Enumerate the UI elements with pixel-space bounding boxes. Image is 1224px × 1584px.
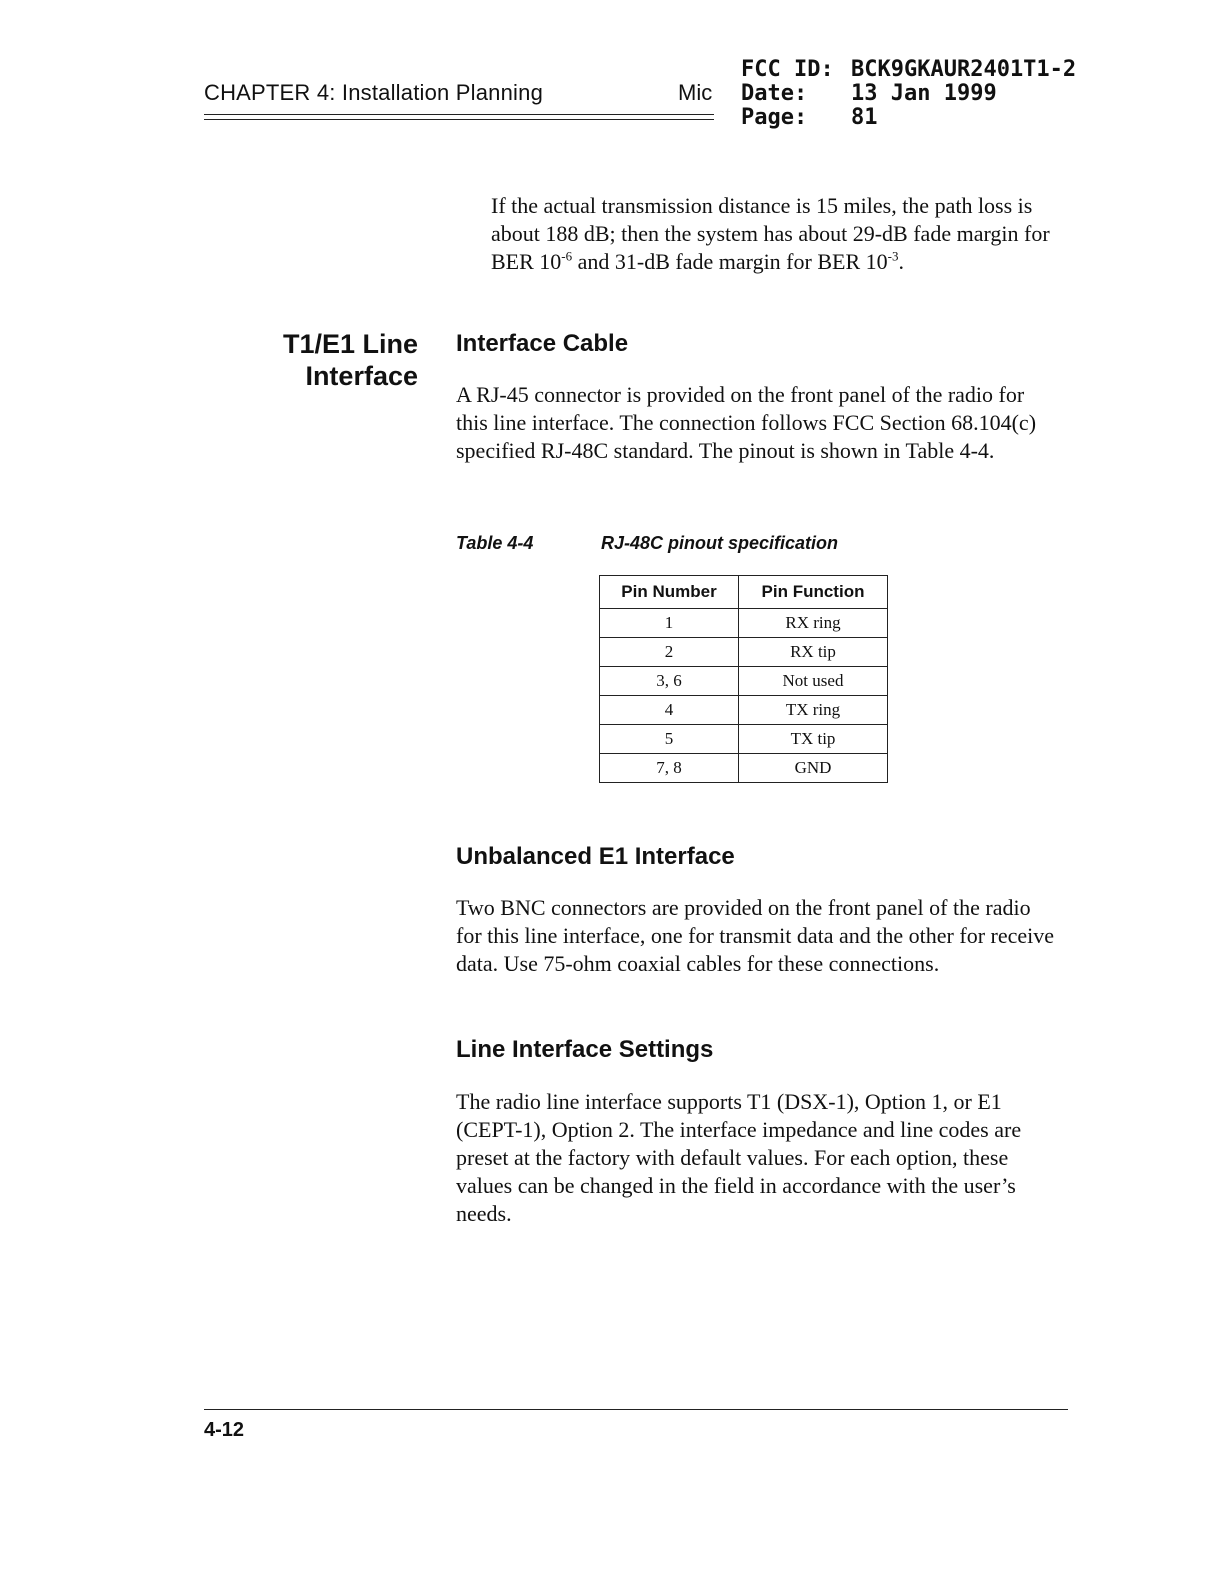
side-heading-line1: T1/E1 Line — [282, 329, 418, 359]
unbalanced-e1-heading: Unbalanced E1 Interface — [456, 843, 735, 870]
pinout-table — [599, 575, 888, 783]
pin-function-cell: RX tip — [739, 638, 888, 667]
fcc-id-value: BCK9GKAUR2401T1-2 — [851, 57, 1077, 82]
intro-superscript-b: -3 — [887, 248, 899, 264]
date-label: Date: — [741, 81, 808, 106]
fcc-id-row — [741, 58, 1076, 82]
intro-text-b: and 31-dB fade margin for BER 10 — [572, 249, 888, 274]
table-header-cell: Pin Number — [600, 576, 739, 609]
section-side-heading — [283, 328, 418, 392]
mic-label: Mic — [678, 80, 713, 105]
chapter-title: CHAPTER 4: Installation Planning — [204, 80, 544, 105]
fcc-id-label: FCC ID: — [741, 57, 834, 82]
unbalanced-e1-paragraph: Two BNC connectors are provided on the front panel of the radio for this line interface, one for transmit data and the other for receive data. Use 75-ohm coaxial cables for these connections. — [456, 895, 1055, 976]
header-rule-bottom — [204, 119, 714, 120]
table-row — [600, 725, 888, 754]
table-title: RJ-48C pinout specification — [601, 533, 839, 553]
footer-rule — [204, 1409, 1068, 1410]
line-settings-paragraph: The radio line interface supports T1 (DSX-1), Option 1, or E1 (CEPT-1), Option 2. The interface impedance and line codes are preset at the factory with default values. For each option, these values can be changed in the field in accordance with the user’s needs. — [456, 1089, 1022, 1226]
table-row — [600, 754, 888, 783]
pin-function-cell: TX tip — [739, 725, 888, 754]
intro-superscript-a: -6 — [561, 248, 573, 264]
pin-function-cell: RX ring — [739, 609, 888, 638]
table-row — [600, 667, 888, 696]
interface-cable-heading: Interface Cable — [456, 330, 629, 357]
pin-number-cell: 1 — [600, 609, 739, 638]
page-row — [741, 106, 1076, 130]
date-value: 13 Jan 1999 — [851, 81, 997, 106]
fcc-stamp — [741, 58, 1076, 130]
table-row — [600, 609, 888, 638]
pin-number-cell: 4 — [600, 696, 739, 725]
table-label: Table 4-4 — [456, 533, 534, 553]
pin-number-cell: 5 — [600, 725, 739, 754]
pin-number-cell: 2 — [600, 638, 739, 667]
side-heading-line2: Interface — [305, 361, 418, 391]
intro-text-c: . — [898, 249, 904, 274]
date-row — [741, 82, 1076, 106]
table-header-cell: Pin Function — [739, 576, 888, 609]
footer-page-number: 4-12 — [204, 1419, 245, 1441]
table-header-row — [600, 576, 888, 609]
intro-paragraph — [491, 192, 1081, 276]
page-label: Page: — [741, 105, 808, 130]
table-row — [600, 638, 888, 667]
line-settings-heading: Line Interface Settings — [456, 1036, 714, 1063]
table-caption — [456, 533, 839, 554]
pin-function-cell: Not used — [739, 667, 888, 696]
pin-number-cell: 7, 8 — [600, 754, 739, 783]
page-value: 81 — [851, 105, 878, 130]
pin-function-cell: TX ring — [739, 696, 888, 725]
pin-function-cell: GND — [739, 754, 888, 783]
header-rule-top — [204, 114, 714, 115]
intro-text-a: If the actual transmission distance is 15 miles, the path loss is about 188 dB; then the system has about 29-dB fade margin for BER 10 — [491, 193, 1050, 274]
interface-cable-paragraph: A RJ-45 connector is provided on the front panel of the radio for this line interface. The connection follows FCC Section 68.104(c) specified RJ-48C standard. The pinout is shown in Table 4-4. — [456, 382, 1037, 463]
table-row — [600, 696, 888, 725]
pin-number-cell: 3, 6 — [600, 667, 739, 696]
